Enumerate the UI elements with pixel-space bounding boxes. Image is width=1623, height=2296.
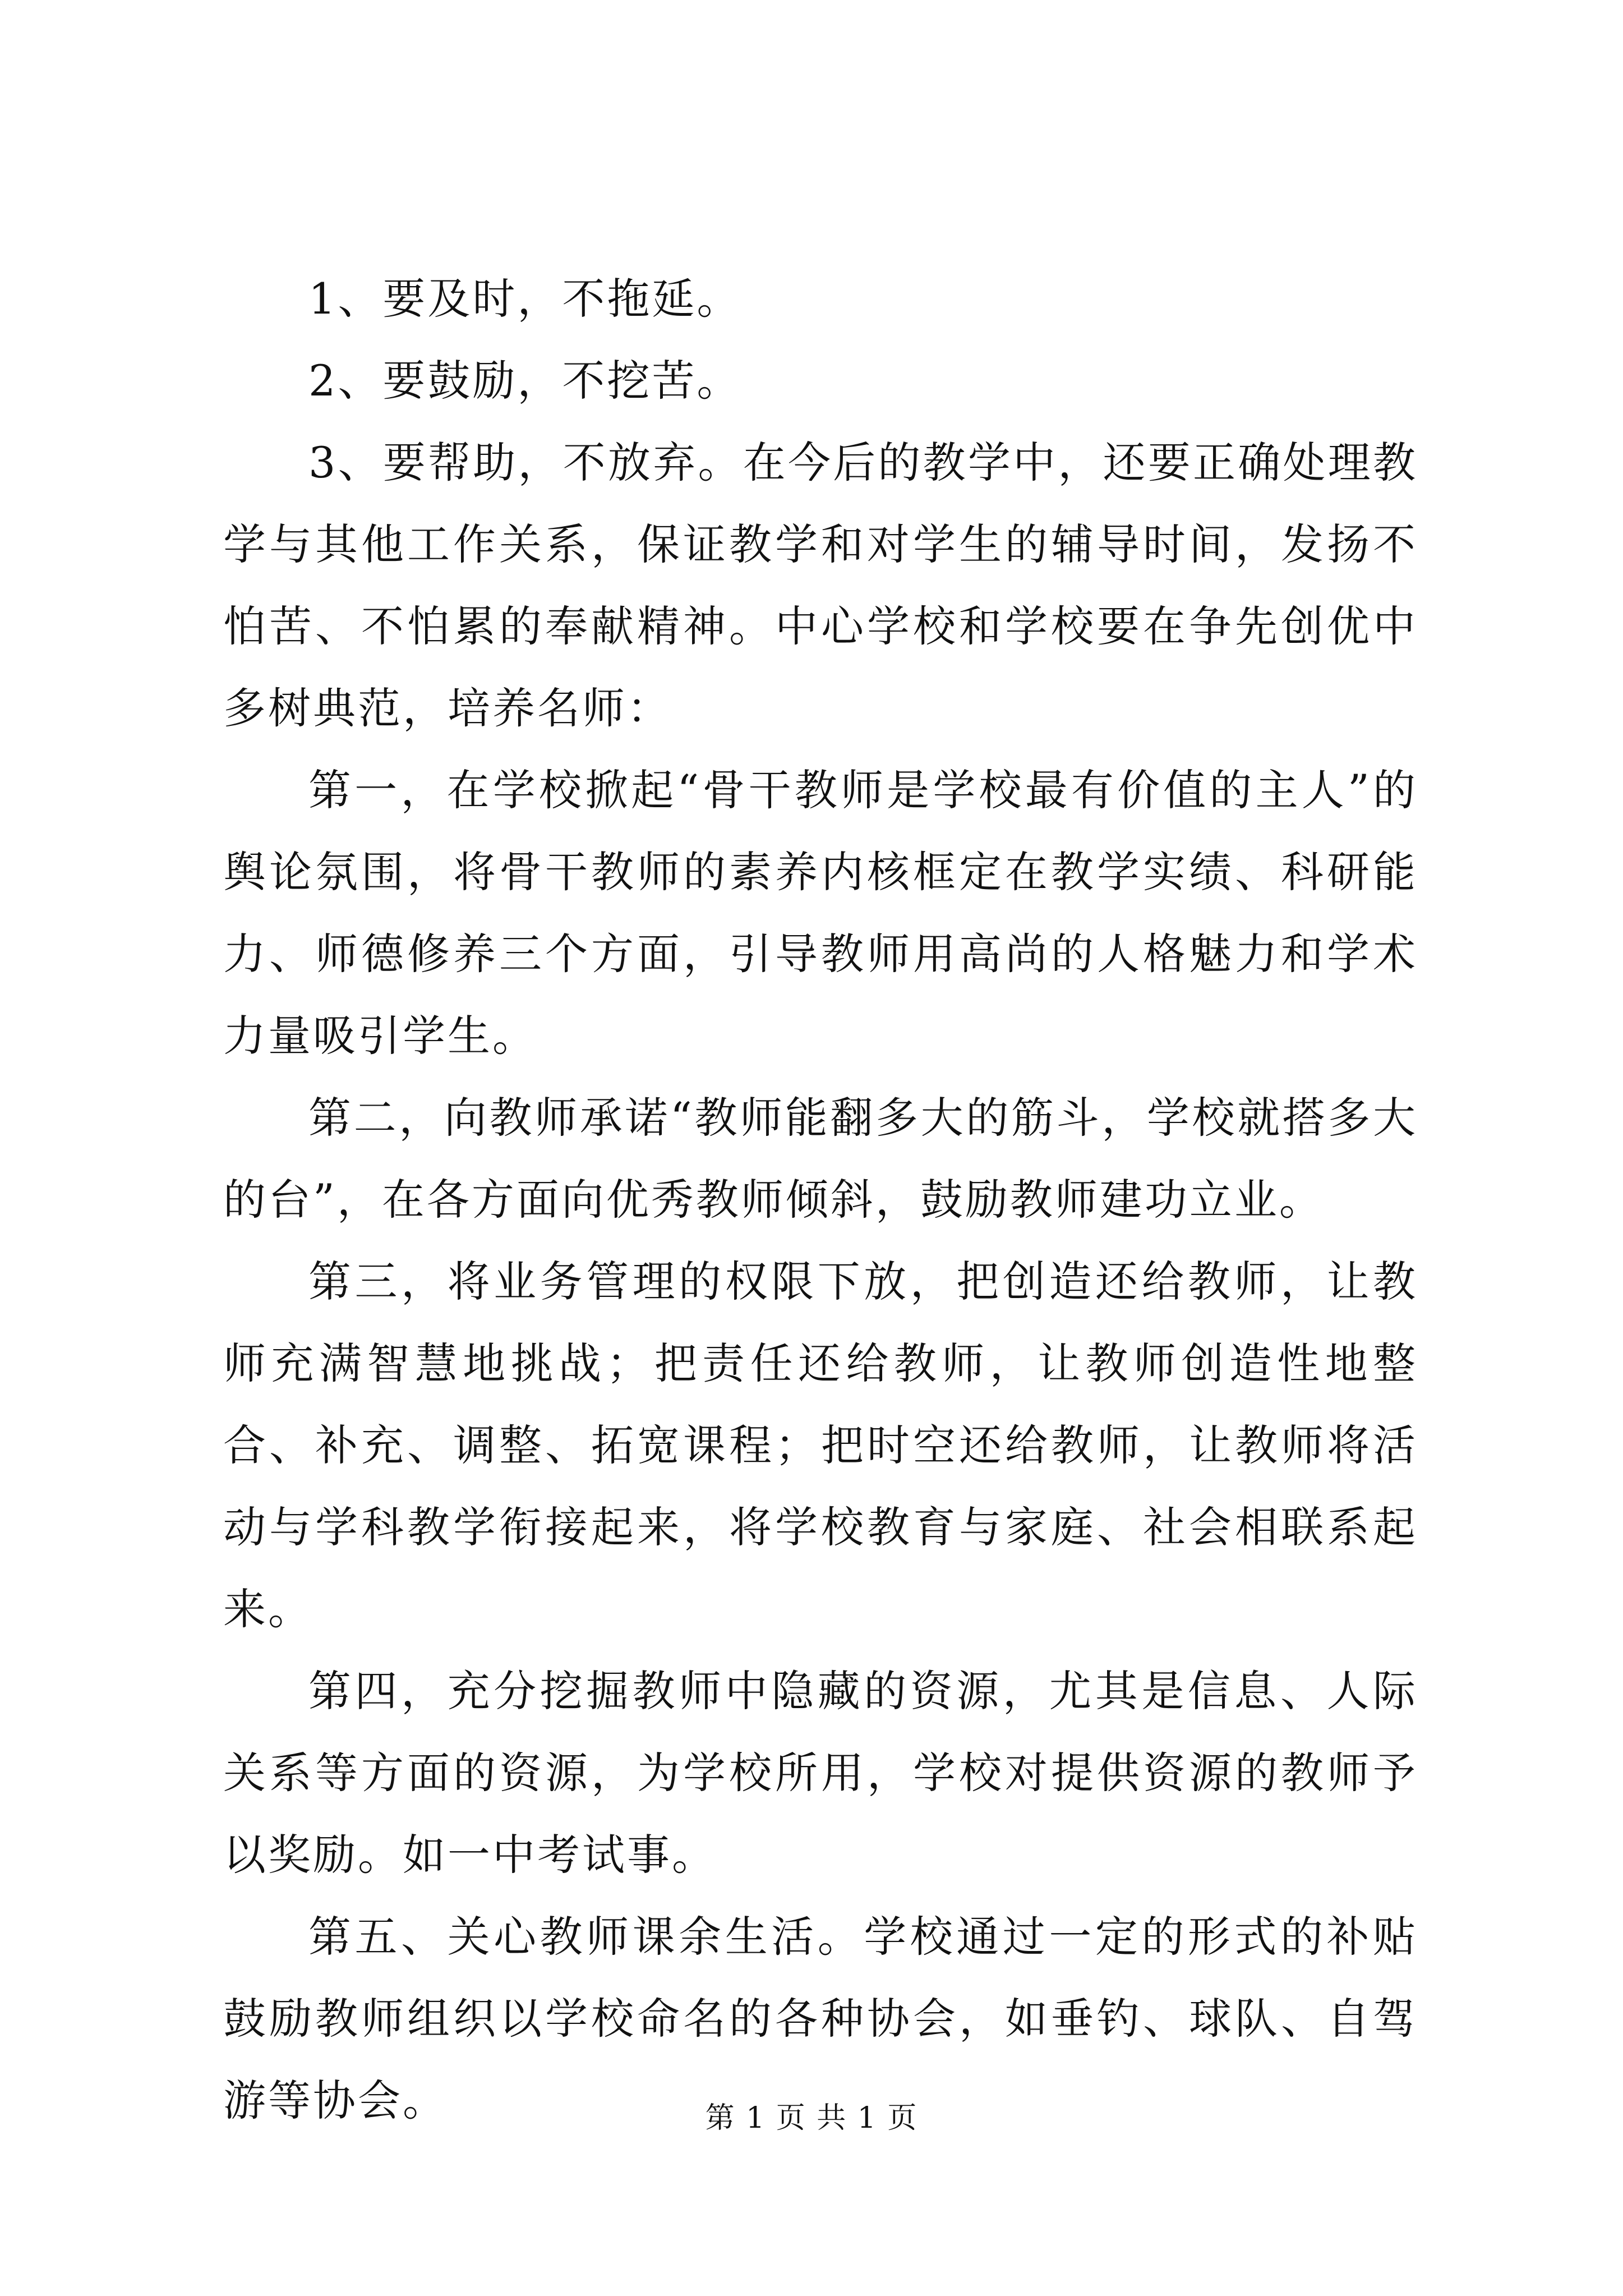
paragraph-fourth: 第四，充分挖掘教师中隐藏的资源，尤其是信息、人际关系等方面的资源，为学校所用，学校对提供资源的教师予以奖励。如一中考试事。	[223, 1666, 1418, 1880]
paragraph-item-2: 2、要鼓励，不挖苦。	[308, 356, 742, 406]
paragraph-first: 第一，在学校掀起“骨干教师是学校最有价值的主人”的舆论氛围，将骨干教师的素养内核框定在教学实绩、科研能力、师德修养三个方面，引导教师用高尚的人格魅力和学术力量吸引学生。	[223, 765, 1418, 1061]
page-footer: 第 1 页 共 1 页	[705, 2101, 918, 2135]
document-body	[223, 258, 1418, 2142]
paragraph-item-1: 1、要及时，不拖延。	[308, 274, 742, 324]
paragraph-fifth: 第五、关心教师课余生活。学校通过一定的形式的补贴鼓励教师组织以学校命名的各种协会，如垂钓、球队、自驾游等协会。	[223, 1912, 1418, 2125]
paragraph-second: 第二，向教师承诺“教师能翻多大的筋斗，学校就搭多大的台”，在各方面向优秀教师倾斜，鼓励教师建功立业。	[223, 1093, 1418, 1225]
paragraph-item-3: 3、要帮助，不放弃。在今后的教学中，还要正确处理教学与其他工作关系，保证教学和对学生的辅导时间，发扬不怕苦、不怕累的奉献精神。中心学校和学校要在争先创优中多树典范，培养名师：	[223, 438, 1418, 733]
paragraph-third: 第三，将业务管理的权限下放，把创造还给教师，让教师充满智慧地挑战；把责任还给教师，让教师创造性地整合、补充、调整、拓宽课程；把时空还给教师，让教师将活动与学科教学衔接起来，将学校教育与家庭、社会相联系起来。	[223, 1257, 1418, 1634]
